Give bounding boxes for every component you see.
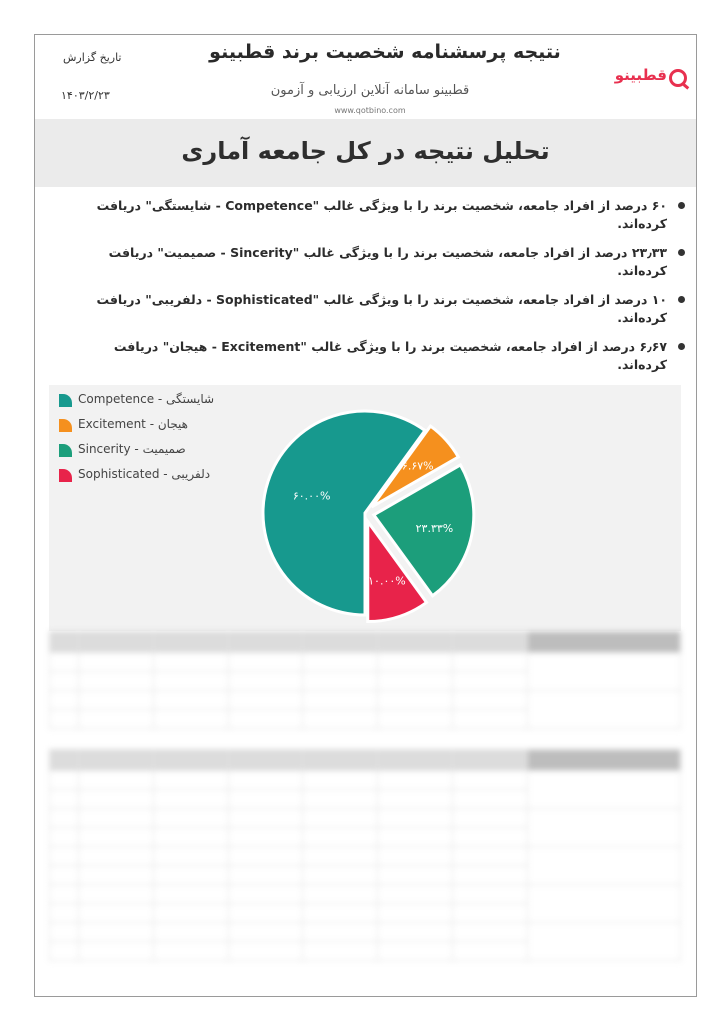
list-item-text: ۱۰ درصد از افراد جامعه، شخصیت برند را با ویژگی غالب "Sophisticated - دلفریبی" دریافت کرده‌اند. [96, 292, 667, 325]
list-item-text: ۶٫۶۷ درصد از افراد جامعه، شخصیت برند را با ویژگی غالب "Excitement - هیجان" دریافت کرده‌اند. [113, 339, 667, 372]
bullet-icon [678, 202, 685, 209]
legend-label: Competence - شایستگی [78, 392, 215, 406]
legend-swatch [59, 469, 72, 482]
pie-chart [235, 385, 495, 631]
list-item [75, 244, 685, 291]
site-url: www.qotbino.com [334, 106, 406, 115]
bullet-icon [678, 343, 685, 350]
report-subtitle: قطبینو سامانه آنلاین ارزیابی و آزمون [270, 83, 470, 98]
logo-magnifier-icon [669, 69, 687, 87]
list-item-text: ۶۰ درصد از افراد جامعه، شخصیت برند را با ویژگی غالب "Competence - شایستگی" دریافت کرده‌اند. [96, 198, 667, 231]
bullet-icon [678, 296, 685, 303]
brand-logo [581, 65, 691, 91]
slice-label: ۶۰.۰۰% [292, 489, 331, 503]
list-item [75, 197, 685, 244]
report-header [35, 35, 696, 119]
list-item [75, 291, 685, 338]
logo-text: قطبینو [614, 66, 667, 84]
slice-label: ۱۰.۰۰% [368, 574, 406, 588]
blurred-detail-tables [49, 631, 681, 997]
list-item-text: ۲۳٫۳۳ درصد از افراد جامعه، شخصیت برند را با ویژگی غالب "Sincerity - صمیمیت" دریافت کرده‌اند. [108, 245, 667, 278]
legend-swatch [59, 444, 72, 457]
list-item [75, 338, 685, 385]
report-page [34, 34, 697, 997]
legend-label: Sophisticated - دلفریبی [78, 467, 211, 481]
section-band [35, 119, 696, 187]
report-date: ۱۴۰۳/۲/۲۳ [61, 89, 110, 102]
legend-label: Excitement - هیجان [78, 417, 189, 431]
result-list [75, 197, 685, 385]
pie-chart-panel [49, 385, 681, 631]
section-title: تحلیل نتیجه در کل جامعه آماری [181, 137, 550, 165]
bullet-icon [678, 249, 685, 256]
detail-table [49, 631, 681, 729]
slice-label: ۶.۶۷% [401, 459, 434, 473]
slice-label: ۲۳.۳۳% [415, 521, 454, 535]
report-title: نتیجه پرسشنامه شخصیت برند قطبینو [209, 41, 561, 63]
legend-swatch [59, 394, 72, 407]
legend-swatch [59, 419, 72, 432]
detail-table [49, 749, 681, 961]
legend-label: Sincerity - صمیمیت [78, 442, 186, 456]
report-date-label: تاریخ گزارش [63, 51, 122, 64]
